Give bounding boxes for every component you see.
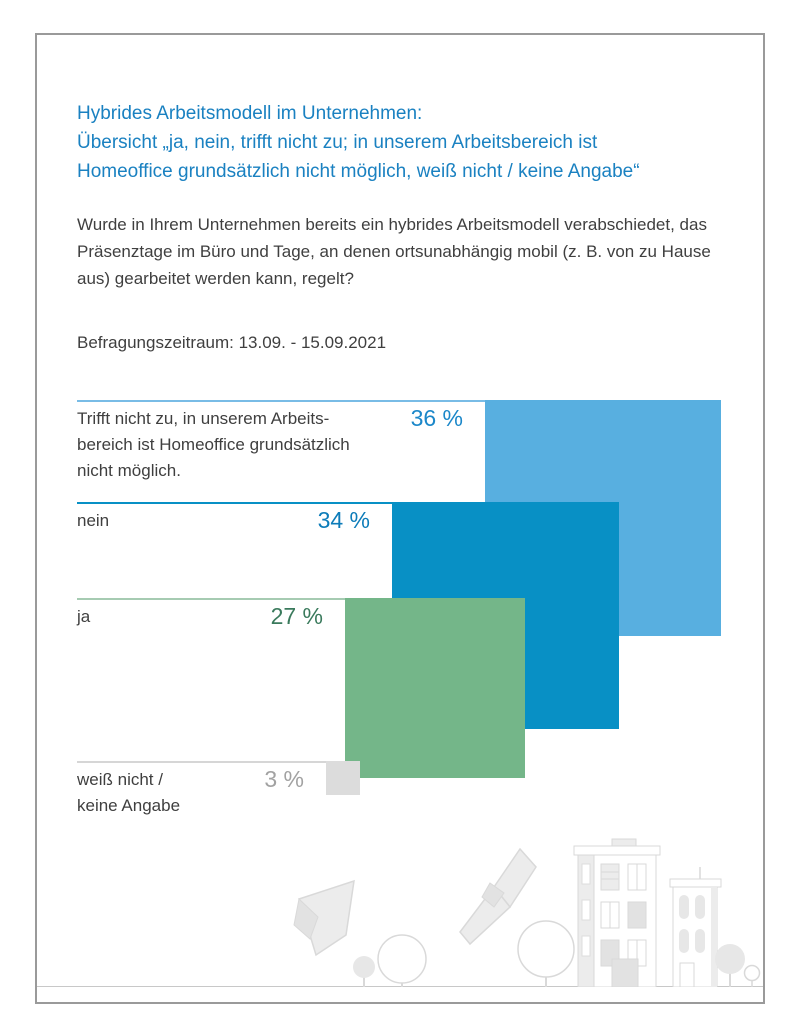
building-icon: [574, 839, 660, 987]
survey-question-line: aus) gearbeitet werden kann, regelt?: [77, 269, 354, 288]
chart-category-label: Trifft nicht zu, in unserem Arbeits- bereich ist Homeoffice grundsätzlich nicht möglich.: [77, 409, 350, 480]
chart-row-line: [77, 598, 345, 600]
building-icon: [670, 867, 721, 987]
survey-period: Befragungszeitraum: 13.09. - 15.09.2021: [77, 333, 387, 352]
tree-icon: [745, 966, 760, 988]
page-title-line: Hybrides Arbeitsmodell im Unternehmen:: [77, 103, 423, 124]
tree-icon: [378, 935, 426, 987]
chart-category-label: ja: [77, 607, 91, 626]
chart-value-label: 27 %: [270, 603, 323, 629]
chart-value-label: 3 %: [264, 766, 304, 792]
chart: [77, 392, 727, 832]
chart-row-line: [77, 400, 485, 402]
survey-question-line: Präsenztage im Büro und Tage, an denen ortsunabhängig mobil (z. B. von zu Hause: [77, 242, 711, 261]
page-title-line: Homeoffice grundsätzlich nicht möglich, weiß nicht / keine Angabe“: [77, 161, 640, 182]
city-skyline-illustration: [264, 837, 764, 987]
chart-value-label: 34 %: [317, 507, 370, 533]
content-frame: [35, 33, 765, 1004]
chart-value-label: 36 %: [410, 405, 463, 431]
tree-icon: [715, 944, 745, 987]
chart-category-label: weiß nicht / keine Angabe: [77, 770, 181, 815]
chart-row-line: [77, 761, 326, 763]
origami-paper-icon: [294, 881, 354, 955]
page-title: [77, 99, 737, 186]
page-title-line: Übersicht „ja, nein, trifft nicht zu; in unserem Arbeitsbereich ist: [77, 132, 598, 153]
chart-category-label: nein: [77, 511, 110, 530]
tree-icon: [353, 956, 375, 987]
chart-row-line: [77, 502, 392, 504]
tree-icon: [518, 921, 574, 987]
origami-paper-icon: [460, 849, 536, 944]
survey-question-line: Wurde in Ihrem Unternehmen bereits ein hybrides Arbeitsmodell verabschiedet, das: [77, 215, 707, 234]
survey-question: [77, 211, 747, 292]
